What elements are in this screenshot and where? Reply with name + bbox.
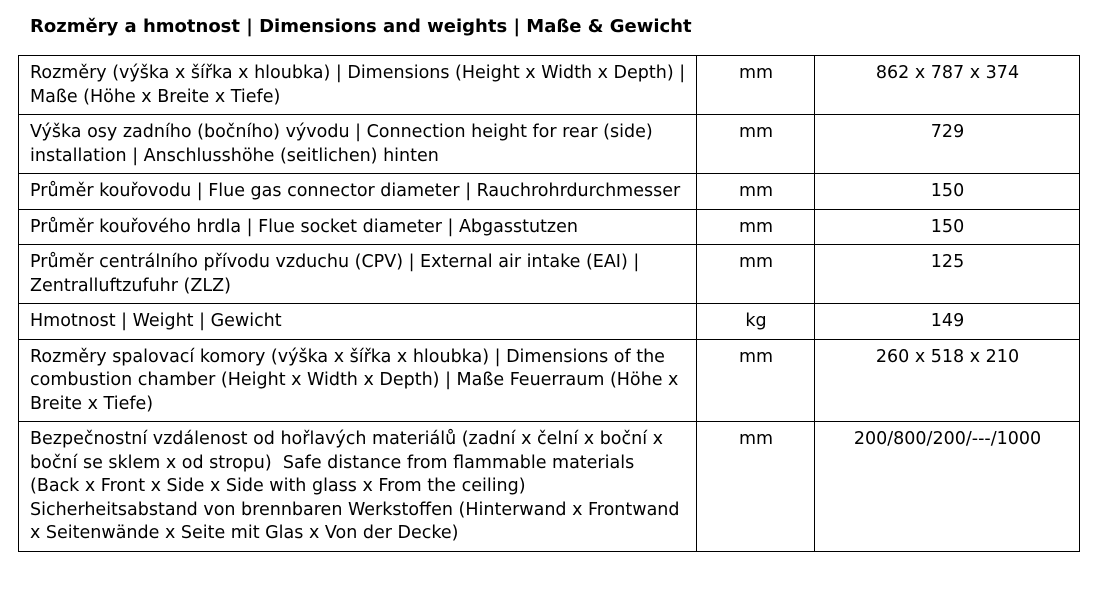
row-unit: mm: [697, 174, 815, 210]
row-unit: mm: [697, 339, 815, 422]
row-label: Průměr centrálního přívodu vzduchu (CPV) | External air intake (EAI) | Zentralluftzufuhr (ZLZ): [19, 245, 697, 304]
row-value: 149: [815, 304, 1080, 340]
row-unit: mm: [697, 115, 815, 174]
row-unit: kg: [697, 304, 815, 340]
row-label: Průměr kouřovodu | Flue gas connector diameter | Rauchrohrdurchmesser: [19, 174, 697, 210]
table-row-safe-distance: [19, 422, 1080, 552]
table-row-dimensions: [19, 56, 1080, 115]
row-unit: mm: [697, 422, 815, 552]
row-unit: mm: [697, 56, 815, 115]
page-title: Rozměry a hmotnost | Dimensions and weights | Maße & Gewicht: [30, 16, 692, 37]
row-label: Průměr kouřového hrdla | Flue socket diameter | Abgasstutzen: [19, 209, 697, 245]
table-row-connection-height: [19, 115, 1080, 174]
row-value: 862 x 787 x 374: [815, 56, 1080, 115]
row-label: Výška osy zadního (bočního) vývodu | Connection height for rear (side) installation | Anschlusshöhe (seitlichen) hinten: [19, 115, 697, 174]
row-value: 729: [815, 115, 1080, 174]
row-label: Rozměry spalovací komory (výška x šířka x hloubka) | Dimensions of the combustion chamber (Height x Width x Depth) | Maße Feuerraum (Höhe x Breite x Tiefe): [19, 339, 697, 422]
table-row-air-intake-diameter: [19, 245, 1080, 304]
row-label: Rozměry (výška x šířka x hloubka) | Dimensions (Height x Width x Depth) | Maße (Höhe x Breite x Tiefe): [19, 56, 697, 115]
row-label: Hmotnost | Weight | Gewicht: [19, 304, 697, 340]
row-value: 125: [815, 245, 1080, 304]
table-row-flue-socket-diameter: [19, 209, 1080, 245]
table-row-flue-connector-diameter: [19, 174, 1080, 210]
row-value: 260 x 518 x 210: [815, 339, 1080, 422]
row-unit: mm: [697, 209, 815, 245]
row-value: 150: [815, 174, 1080, 210]
row-value: 200/800/200/---/1000: [815, 422, 1080, 552]
row-unit: mm: [697, 245, 815, 304]
row-value: 150: [815, 209, 1080, 245]
table-row-weight: [19, 304, 1080, 340]
specifications-table: [18, 55, 1080, 552]
table-row-combustion-chamber: [19, 339, 1080, 422]
row-label: Bezpečnostní vzdálenost od hořlavých materiálů (zadní x čelní x boční x boční se sklem x od stropu) Safe distance from flammable materials (Back x Front x Side x Side with glass x From the ceiling) Sicherheitsabstand von brennbaren Werkstoffen (Hinterwand x Frontwand x Seitenwände x Seite mit Glas x Von der Decke): [19, 422, 697, 552]
